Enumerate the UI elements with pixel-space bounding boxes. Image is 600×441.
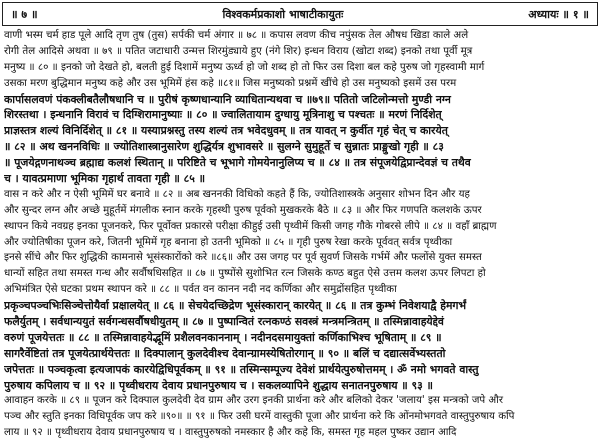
verse-line: प्राज्ञस्तत्र शल्यं विनिर्दिशेत् ॥ ८१ ॥ यस्याप्रश्नस्तु तस्य शल्यं तत्र भवेदधुवम् ॥ तत्र यावत् न कुर्वीत गृहं चेत् च कारयेत् [4,124,448,138]
commentary-line: और सुन्दर लग्न और अच्छे मुहूर्तमें मंगलीक स्नान करके गृहस्थी पुरुष पूर्वको मुखकरके बैठे ॥ ८३ ॥ और फिर गणपति कलशके ऊपर [4,204,482,216]
verse-line: च । यावत्प्रमाणा भूमिका गृहार्थ तावता गृही ॥ ८५ ॥ [4,172,206,186]
commentary-line: लाय ॥ ९२ ॥ पृथ्वीधराय देवाय प्रधानपुरुषाय च । वास्तुपुरुषको नमस्कार है और कहे कि, समस्त गृह महल पुष्कर उद्यान आदि [4,427,457,439]
commentary-line: पञ्च और स्तुति इनका विधिपूर्वक जप करे ॥९०॥ ॥ ९१ ॥ फिर उसी घरमें वास्तुकी पूजा और प्रार्थना करे कि ओंनमोभगवते वास्तुपुरुषाय कपि [4,411,515,423]
verse-line: जपेत्ततः ॥ पञ्चकृत्वा इत्यजापकं कारयेद्विधिपूर्वकम् ॥ ९१ ॥ तस्मिन्सम्पूज्य देवेशं प्रार्थयेत्पुरुषोत्तमम् । ॐ नमो भगवते वास्तु [4,362,479,376]
commentary-line: रोगी तेल आदिसे अथवा ॥ ७९ ॥ पतित जटाधारी उन्मत्त शिरमुंड्याये हुए (नंगे शिर) इन्धन विराय (खोटा शब्द) इनको तथा पूर्वी मूत्र [4,45,473,57]
verse-line: पुरुषाय कपिलाय च ॥ ९२ ॥ पृथ्वीधराय देवाय प्रधानपुरुषाय च । सकलव्यापिने शुद्धाय सनातनपुरुषाय ॥ ९३ ॥ [4,378,433,392]
commentary-line: अभिमंत्रित ऐसे घटका प्रथम स्थापन करे ॥ ८८ ॥ पर्वत वन कानन नदी नद कर्णिका और समुद्रोंसहित पृथ्वीका [4,284,397,296]
page-body [4,28,596,441]
commentary-line: उसका मरण बुद्धिमान मनुष्य कहे और उस भूमिमें हंस कहे ॥८१॥ जिस मनुष्यको प्रश्नमें खींचे हो उस मनुष्यको इसमें उस परम [4,77,457,89]
verse-line: वरुणं पूजयेत्ततः ॥ ८८ ॥ तस्मिन्नावाहयेद्भूमिं प्रशैलवनकाननाम् । नदीनदसमायुक्तां कर्णिकाभिश्च भूषिताम् ॥ ८९ ॥ [4,330,442,344]
verse-line: सागरैर्वेष्टितां तत्र पूजयेत्प्रार्थयेत्ततः ॥ दिक्पालान् कुलदेवीश्च देवान्ग्रामस्येषितोरगान् ॥ ९० ॥ बलिं च दद्यात्सर्वेभ्यस्ततो [4,346,446,360]
verse-line: ॥ ८२ ॥ अथ खननविधिः ॥ ज्योतिशास्त्रानुसारेण शुद्धिर्यत्र शुभावसरे ॥ सुलग्ने सुमुहूर्ते च सुन्नातः प्राङ्मुखो गृही ॥ ८३ [4,140,444,154]
commentary-line: वाणी भस्म चर्म हाड पूले आदि तृण तुष (तुस) सर्पकी चर्म अंगार ॥ ७८ ॥ कपास लवण कीच नपुंसक तेल औषध खिडा काले अले [4,30,469,41]
commentary-line: स्थापन किये नवग्रह इनका पूजनकरे, फिर पूर्वोक्त प्रकारसे परीक्षा कीहुई उसी पृथ्वीमें किसी जगह गौके गोबरसे लीपे ॥ ८४ ॥ वहाँ ब्राह्मण [4,220,497,232]
commentary-line: इनसे सींचे और फिर शुद्धिकी कामनासे भूसंस्कारोंको करे ॥८६॥ और उस जगह पर पूर्व सुवर्ण जिसके गर्भमें और फलोंसे युक्त समस्त [4,252,482,264]
commentary-line: और ज्योतिषीका पूजन करे, जितनी भूमिमें गृह बनाना हो उतनी भूमिको ॥ ८५ ॥ गृही पुरुष रेखा करके पूर्ववत् सर्वत्र पृथ्वीका [4,236,453,248]
commentary-line: धान्यों सहित तथा समस्त गन्ध और सर्वौषधिसहित ॥ ८७ ॥ पुष्पोंसे सुशोभित रत्न जिसके कण्ठ बहुत ऐसे उत्तम कलश ऊपर लिपटा हो [4,268,486,280]
page-number: ॥ ७ ॥ [11,7,38,21]
page-header [2,2,598,26]
commentary-line: मनुष्य ॥ ८० ॥ इनको जो देखते हो, बलती हुई दिशामें मनुष्य ऊर्ध्व हो जो शब्द हो तो फिर उस दिशा बल कहे पुरुष जो गृहस्वामी मार्ग [4,61,485,73]
verse-line: कार्पासलवणं पंकक्लीबतैलौषधानि च ॥ पुरीषं कृष्णधान्यानि व्याधितान्यथवा च ॥७९॥ पतितो जटिलोन्मत्तो मुण्डी नग्न [4,92,451,106]
verse-line: फलैर्युतम् । सर्वधान्ययुतं सर्वगन्धसर्वौषधीयुतम् ॥ ८७ ॥ पुष्पान्वितं रत्नकण्ठं सवस्त्रं मन्त्रमन्त्रितम् ॥ तस्मिन्नावाहयेद्देवं [4,315,444,329]
verse-line: ॥ पूजयेद्गणनाथञ्च ब्रह्माद्य कलशं स्थितान् ॥ परिष्टिते च भूभागे गोमयेनानुलिप्य च ॥ ८४ ॥ तत्र संपूजयेद्विप्रान्देवज्ञं च तथैव [4,156,471,170]
chapter-label: अध्यायः ॥ १ ॥ [528,7,589,21]
verse-line: शिरस्तथा । इन्धनानि विरावं च दिग्शिरामानुष्याः ॥ ८० ॥ ज्वालितायाम दुग्धायु मूत्रिनाशु च पश्चतः ॥ मरणं निर्दिशेत् [4,108,442,122]
verse-line: प्रकृञ्चपञ्चभिःसिञ्चेत्तोयैर्वा प्रक्षालयेत् ॥ ८६ ॥ सेचयेदच्छिद्रेण भूसंस्कारान् कारयेत् ॥ ८६ ॥ तत्र कुम्भं निवेशयाद्वै हेमगर्भं [4,299,467,313]
commentary-line: वास न करे और न ऐसी भूमिमें घर बनावे ॥ ८२ ॥ अब खननकी विधिको कहते हैं कि, ज्योतिशास्त्रके अनुसार शोभन दिन और यह [4,188,470,200]
commentary-line: आवाहन करके ॥ ८९ ॥ पूजन करे दिक्पाल कुलदेवी देव ग्राम और उरग इनकी प्रार्थना करे और बलिको देकर 'जलाय' इस मन्त्रको जपे और [4,395,503,407]
page-title: विश्वकर्मप्रकाशो भाषाटीकायुतः [222,7,344,21]
